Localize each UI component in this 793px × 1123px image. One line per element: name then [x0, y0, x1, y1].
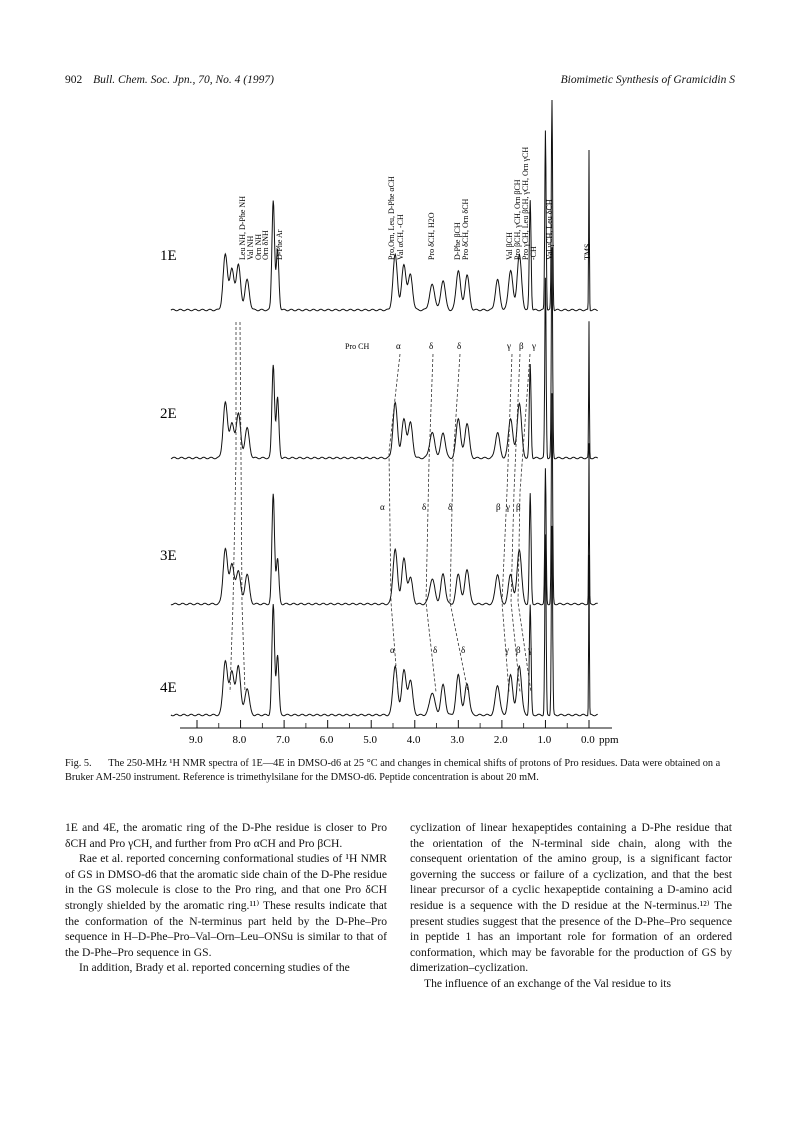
- greek-mark: β: [516, 645, 521, 655]
- spectrum-trace-4: [171, 526, 598, 716]
- text-column-right: [410, 820, 732, 992]
- ppm-axis-tick-label: 4.0: [406, 734, 421, 746]
- pro-ch-label: Pro CH: [345, 342, 370, 351]
- correlation-dashed-line: [389, 354, 400, 692]
- ppm-axis-tick-label: 2.0: [493, 734, 508, 746]
- ppm-axis-tick-label: 8.0: [232, 734, 247, 746]
- ppm-axis-tick-label: 1.0: [537, 734, 552, 746]
- ppm-axis-tick-label: 6.0: [319, 734, 334, 746]
- caption-text: The 250-MHz ¹H NMR spectra of 1E—4E in DMSO-d6 at 25 °C and changes in chemical shifts of protons of Pro residues. Data were obtained on a Bruker AM-250 instrument. Reference is trimethylsilane for the DMSO-d6. Peptide concentration is about 20 mM.: [65, 758, 721, 783]
- greek-mark: α: [396, 341, 401, 351]
- spectrum-label: 1E: [160, 248, 177, 264]
- peak-assignment-label: Val NH: [246, 235, 255, 260]
- nmr-spectra-svg: [150, 92, 630, 757]
- running-title: Biomimetic Synthesis of Gramicidin S: [560, 74, 735, 86]
- peak-assignment-label: Val γCH, Leu δCH: [545, 199, 554, 260]
- paragraph: 1E and 4E, the aromatic ring of the D-Phe residue is closer to Pro δCH and Pro γCH, and further from Pro αCH and Pro βCH.: [65, 821, 387, 850]
- correlation-dashed-line: [426, 354, 436, 692]
- nmr-figure: [150, 92, 630, 757]
- greek-mark: δ: [461, 645, 466, 655]
- paragraph: Rae et al. reported concerning conformational studies of ¹H NMR of GS in DMSO-d6 that the aromatic side chain of the D-Phe residue in the GS molecule is close to the Pro ring, and that one Pro δCH strongly shielded by the aromatic ring.¹¹⁾ These results indicate that the conformation of the N-terminus part held by the D-Phe–Pro sequence in H–D-Phe–Pro–Val–Orn–Leu–ONSu is similar to that of the D-Phe–Pro sequence in GS.: [65, 852, 387, 959]
- greek-mark: α: [390, 645, 395, 655]
- greek-mark: δ: [457, 341, 462, 351]
- greek-mark: δ: [433, 645, 438, 655]
- greek-mark: β: [516, 502, 521, 512]
- journal-citation: Bull. Chem. Soc. Jpn., 70, No. 4 (1997): [93, 74, 274, 86]
- ppm-axis-tick-label: 5.0: [363, 734, 377, 746]
- ppm-axis-tick-label: 3.0: [450, 734, 465, 746]
- peak-assignment-label: D-Phe βCH: [453, 222, 462, 260]
- greek-mark: γ: [528, 645, 532, 655]
- ppm-axis-tick-label: 0.0: [581, 734, 595, 746]
- peak-assignment-label: Leu NH, D-Phe NH: [238, 196, 247, 260]
- paragraph: In addition, Brady et al. reported concerning studies of the: [79, 961, 350, 975]
- peak-assignment-label: -CH: [529, 246, 538, 260]
- peak-assignment-label: TMS: [583, 243, 592, 260]
- figure-caption: [65, 757, 733, 785]
- peak-assignment-label: Pro δCH, Orn δCH: [461, 198, 470, 260]
- peak-assignment-label: Orn δNH: [261, 230, 270, 260]
- peak-assignment-label: Pro δCH, H2O: [427, 212, 436, 260]
- greek-mark: β: [519, 341, 524, 351]
- greek-mark: α: [380, 502, 385, 512]
- greek-mark: γ: [506, 502, 510, 512]
- ppm-axis-tick-label: 9.0: [189, 734, 203, 746]
- greek-mark: β: [496, 502, 501, 512]
- ppm-axis-unit: ppm: [599, 734, 619, 746]
- greek-mark: δ: [448, 502, 453, 512]
- peak-assignment-label: Orn NH: [254, 234, 263, 260]
- spectrum-label: 2E: [160, 406, 177, 422]
- correlation-dashed-line: [502, 354, 512, 692]
- correlation-dashed-line: [240, 322, 245, 692]
- peak-assignment-label: D-Phe Ar: [275, 229, 284, 260]
- greek-mark: γ: [507, 341, 511, 351]
- greek-mark: δ: [429, 341, 434, 351]
- greek-mark: γ: [505, 645, 509, 655]
- greek-mark: γ: [532, 341, 536, 351]
- spectrum-label: 4E: [160, 680, 177, 696]
- page-number: 902: [65, 74, 83, 86]
- peak-assignment-label: Pro γCH, Leu βCH, γCH, Orn γCH: [521, 146, 530, 260]
- peak-assignment-label: Val βCH: [505, 232, 514, 260]
- peak-assignment-label: Pro,Orn, Leu, D-Phe αCH: [387, 176, 396, 260]
- greek-mark: δ: [422, 502, 427, 512]
- paragraph: The influence of an exchange of the Val residue to its: [424, 976, 672, 990]
- spectrum-label: 3E: [160, 548, 177, 564]
- header-left: [65, 74, 274, 86]
- correlation-dashed-line: [450, 354, 468, 692]
- ppm-axis-tick-label: 7.0: [276, 734, 290, 746]
- text-column-left: [65, 820, 387, 976]
- peak-assignment-label: Pro βCH, γCH, Orn βCH: [513, 179, 522, 260]
- correlation-dashed-line: [230, 322, 236, 692]
- spectrum-trace-1: [171, 100, 598, 311]
- paragraph: cyclization of linear hexapeptides containing a D-Phe residue that the orientation of the N-terminal side chain, along with the consequent orientation of the amino group, is a significant factor governing the success or failure of a cyclization, and that the best linear precursor of a cyclic hexapeptide containing a D-amino acid residue is a sequence with the D residue at the N-terminus.¹²⁾ The present studies suggest that the presence of the D-Phe–Pro sequence in peptide 1 has an important role for formation of an ordered conformation, which may be favorable for the production of GS by dimerization–cyclization.: [410, 821, 732, 975]
- spectrum-trace-2: [171, 247, 598, 458]
- caption-label: Fig. 5.: [65, 758, 92, 769]
- peak-assignment-label: Val αCH, -CH: [396, 214, 405, 260]
